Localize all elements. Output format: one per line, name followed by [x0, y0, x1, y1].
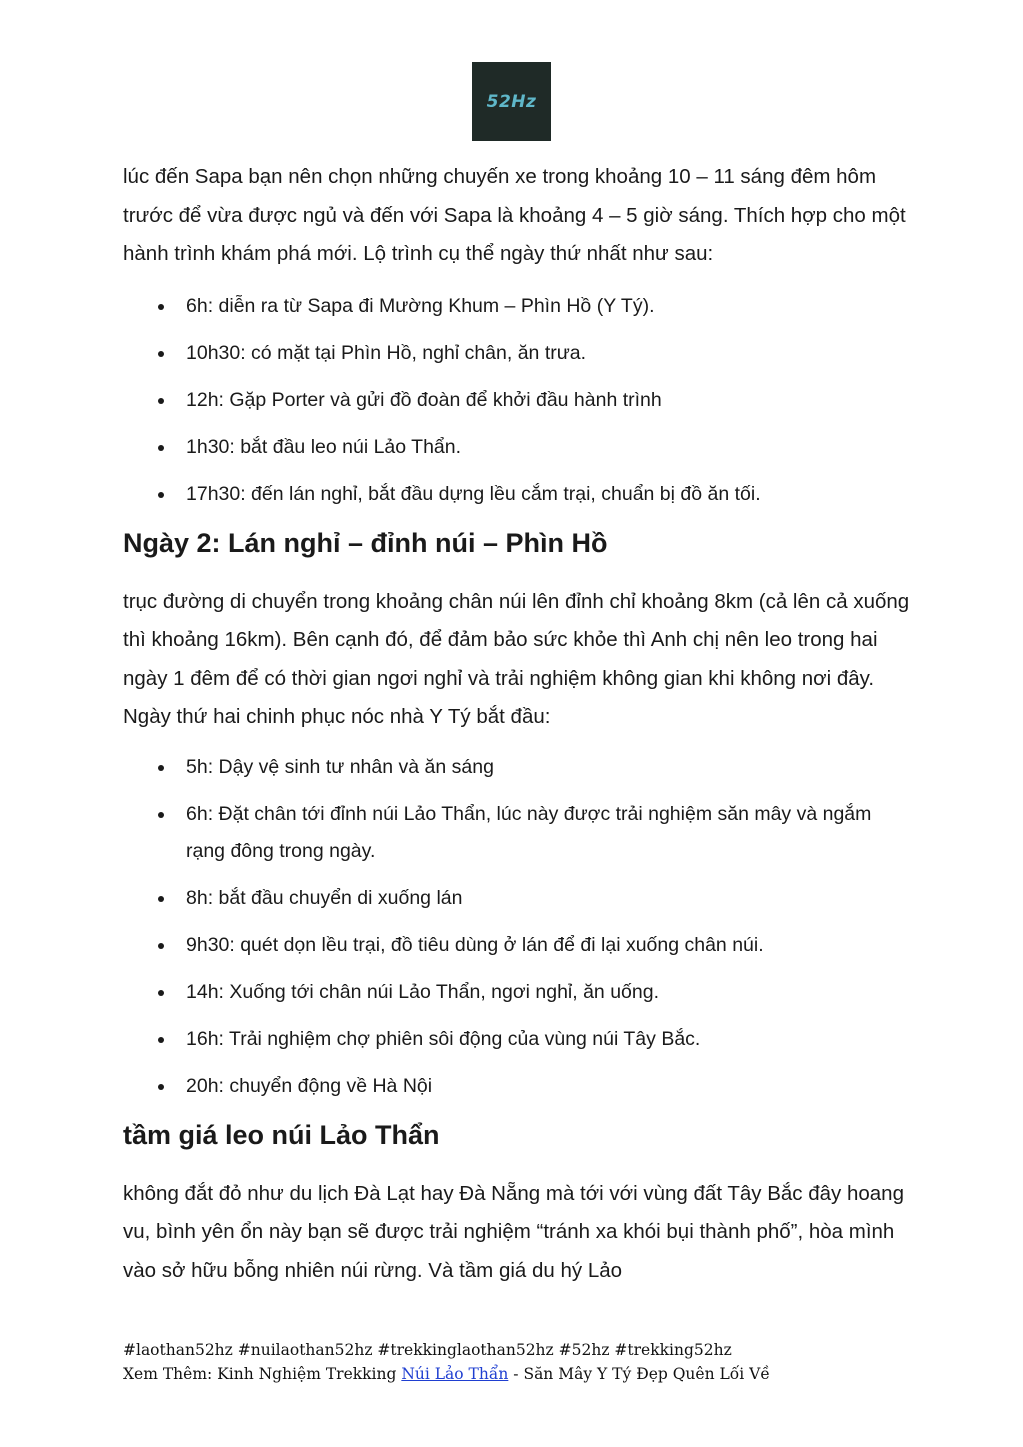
list-item: 9h30: quét dọn lều trại, đồ tiêu dùng ở lán để đi lại xuống chân núi. [123, 927, 913, 964]
list-item: 5h: Dậy vệ sinh tư nhân và ăn sáng [123, 749, 913, 786]
footer-see-more [123, 1362, 983, 1386]
article-body [123, 158, 913, 1290]
see-more-prefix: Xem Thêm: Kinh Nghiệm Trekking [123, 1365, 402, 1383]
day2-schedule-list [123, 749, 913, 1105]
list-item: 12h: Gặp Porter và gửi đồ đoàn để khởi đầu hành trình [123, 382, 913, 419]
list-item: 14h: Xuống tới chân núi Lảo Thẩn, ngơi nghỉ, ăn uống. [123, 974, 913, 1011]
trekking-link[interactable]: Núi Lảo Thẩn [401, 1365, 509, 1383]
brand-logo [472, 62, 551, 141]
list-item: 17h30: đến lán nghỉ, bắt đầu dựng lều cắm trại, chuẩn bị đồ ăn tối. [123, 476, 913, 513]
section-heading-day2: Ngày 2: Lán nghỉ – đỉnh núi – Phìn Hồ [123, 527, 608, 558]
list-item: 8h: bắt đầu chuyển di xuống lán [123, 880, 913, 917]
section-heading-price: tầm giá leo núi Lảo Thẩn [123, 1119, 440, 1150]
list-item: 20h: chuyển động về Hà Nội [123, 1068, 913, 1105]
intro-paragraph: lúc đến Sapa bạn nên chọn những chuyến xe trong khoảng 10 – 11 sáng đêm hôm trước để vừa được ngủ và đến với Sapa là khoảng 4 – 5 giờ sáng. Thích hợp cho một hành trình khám phá mới. Lộ trình cụ thể ngày thứ nhất như sau: [123, 165, 906, 265]
day1-schedule-list [123, 288, 913, 513]
page-footer [123, 1338, 983, 1386]
list-item: 1h30: bắt đầu leo núi Lảo Thẩn. [123, 429, 913, 466]
list-item: 16h: Trải nghiệm chợ phiên sôi động của vùng núi Tây Bắc. [123, 1021, 913, 1058]
footer-hashtags: #laothan52hz #nuilaothan52hz #trekkinglaothan52hz #52hz #trekking52hz [123, 1341, 732, 1359]
list-item: 6h: diễn ra từ Sapa đi Mường Khum – Phìn Hồ (Y Tý). [123, 288, 913, 325]
see-more-suffix: - Săn Mây Y Tý Đẹp Quên Lối Về [508, 1365, 770, 1383]
day2-paragraph: trục đường di chuyển trong khoảng chân núi lên đỉnh chỉ khoảng 8km (cả lên cả xuống thì khoảng 16km). Bên cạnh đó, để đảm bảo sức khỏe thì Anh chị nên leo trong hai ngày 1 đêm để có thời gian ngơi nghỉ và trải nghiệm không gian khi không nơi đây. Ngày thứ hai chinh phục nóc nhà Y Tý bắt đầu: [123, 589, 910, 728]
list-item: 10h30: có mặt tại Phìn Hồ, nghỉ chân, ăn trưa. [123, 335, 913, 372]
list-item: 6h: Đặt chân tới đỉnh núi Lảo Thẩn, lúc này được trải nghiệm săn mây và ngắm rạng đông trong ngày. [123, 796, 913, 870]
logo-text: 52Hz [486, 91, 537, 112]
price-paragraph: không đắt đỏ như du lịch Đà Lạt hay Đà Nẵng mà tới với vùng đất Tây Bắc đây hoang vu, bình yên ổn này bạn sẽ được trải nghiệm “tránh xa khói bụi thành phố”, hòa mình vào sở hữu bỗng nhiên núi rừng. Và tầm giá du hý Lảo [123, 1181, 904, 1282]
